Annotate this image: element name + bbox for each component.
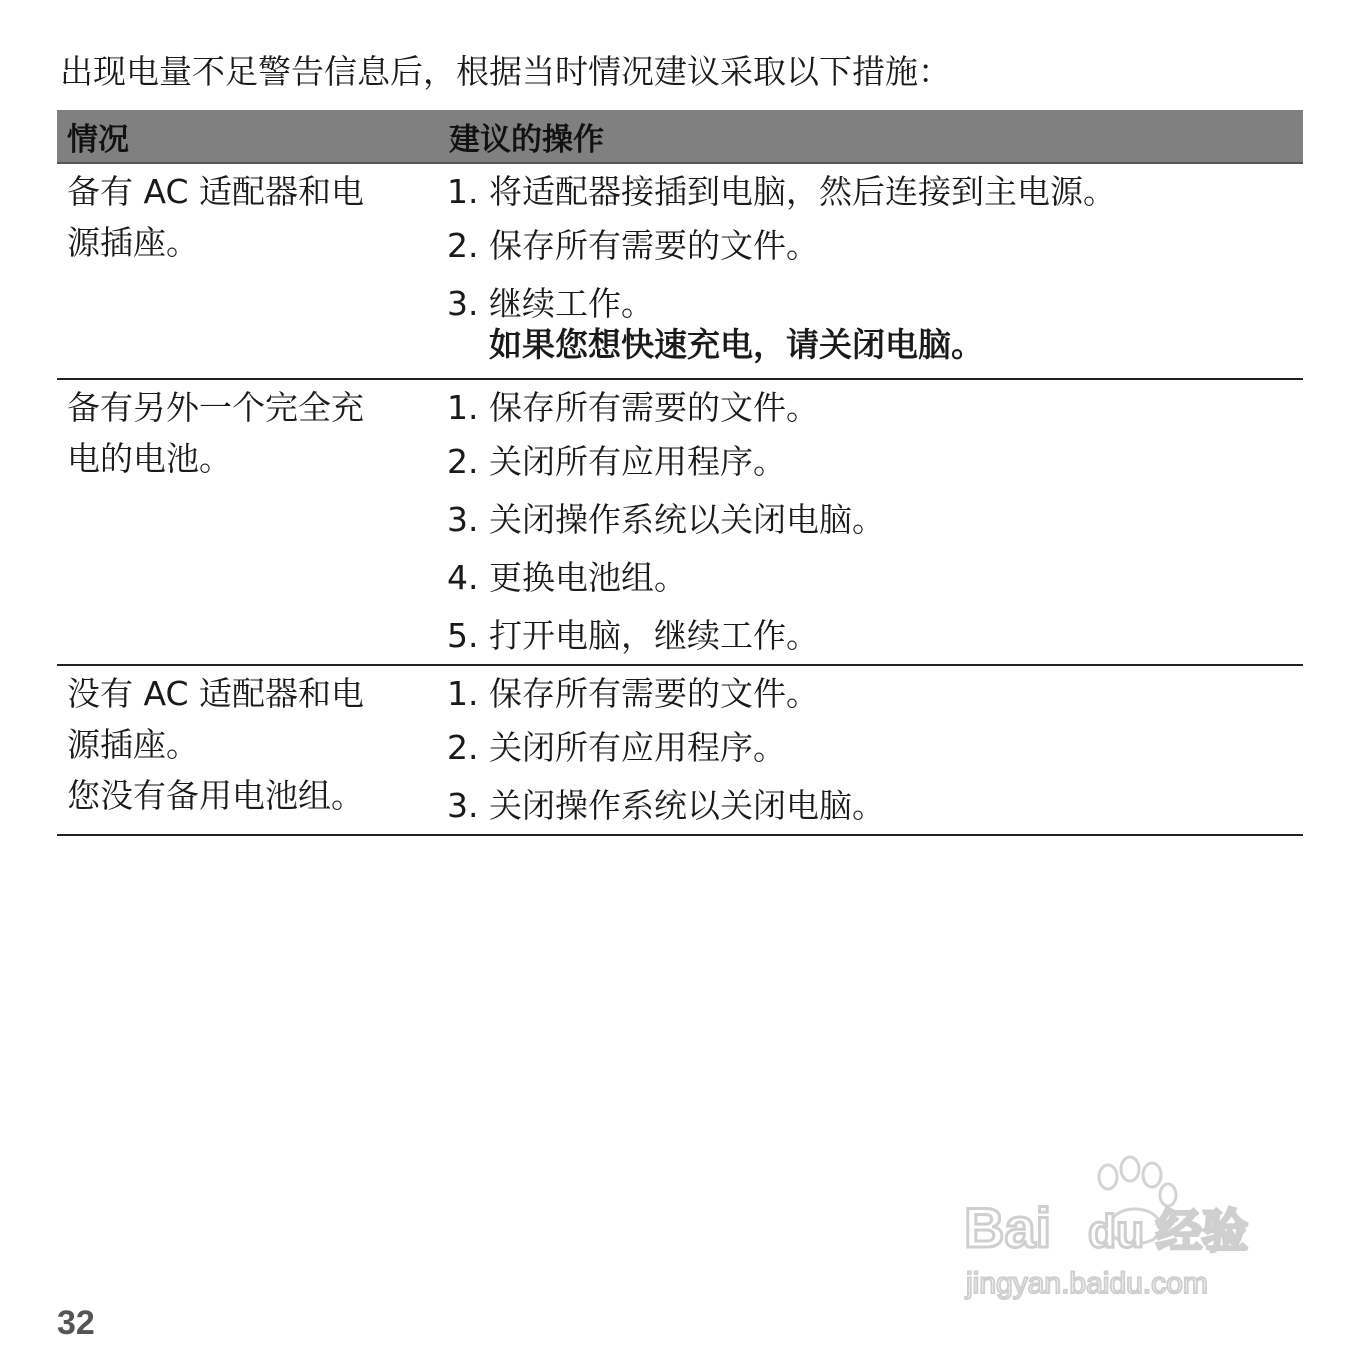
step-text: 更换电池组。 [489, 558, 687, 597]
step-text: 保存所有需要的文件。 [489, 226, 819, 265]
intro-text: 出现电量不足警告信息后，根据当时情况建议采取以下措施： [60, 52, 951, 91]
situation-line: 您没有备用电池组。 [67, 776, 364, 815]
situation-line: 电的电池。 [67, 439, 232, 478]
svg-text:经验: 经验 [1156, 1204, 1248, 1258]
svg-text:du: du [1088, 1205, 1145, 1257]
watermark-brand-text: Bai [964, 1196, 1052, 1259]
step-text: 关闭操作系统以关闭电脑。 [489, 500, 885, 539]
step-text: 关闭所有应用程序。 [489, 442, 786, 481]
step-number: 3. [447, 786, 479, 825]
baidu-jingyan-watermark [960, 1155, 1290, 1305]
low-battery-actions-table [57, 110, 1303, 836]
step-text: 保存所有需要的文件。 [489, 388, 819, 427]
situation-line: 没有 AC 适配器和电 [67, 674, 365, 713]
action-step [447, 166, 1303, 217]
watermark-url-text: jingyan.baidu.com [966, 1267, 1208, 1300]
step-number: 1. [447, 172, 479, 211]
header-situation: 情况 [67, 121, 129, 158]
step-number: 1. [447, 674, 479, 713]
step-number: 2. [447, 226, 479, 265]
action-step [447, 275, 1303, 365]
situation-cell [57, 666, 437, 834]
step-number: 3. [447, 500, 479, 539]
action-cell [437, 164, 1303, 378]
step-text: 继续工作。 [489, 284, 654, 323]
action-step [447, 217, 1303, 275]
situation-line: 备有 AC 适配器和电 [67, 172, 365, 211]
situation-cell [57, 380, 437, 664]
step-body [489, 275, 984, 365]
header-action: 建议的操作 [449, 121, 604, 158]
action-step [447, 491, 1303, 549]
action-step [447, 607, 1303, 665]
action-step [447, 668, 1303, 719]
situation-cell [57, 164, 437, 378]
page-number: 32 [57, 1304, 95, 1342]
step-number: 2. [447, 442, 479, 481]
action-step [447, 433, 1303, 491]
step-text: 关闭所有应用程序。 [489, 728, 786, 767]
step-text: 关闭操作系统以关闭电脑。 [489, 786, 885, 825]
step-note: 如果您想快速充电，请关闭电脑。 [489, 325, 984, 364]
action-cell [437, 380, 1303, 664]
step-number: 1. [447, 388, 479, 427]
action-step [447, 382, 1303, 433]
step-number: 5. [447, 616, 479, 655]
action-step [447, 777, 1303, 835]
step-number: 2. [447, 728, 479, 767]
action-step [447, 719, 1303, 777]
action-step [447, 549, 1303, 607]
step-number: 4. [447, 558, 479, 597]
step-text: 打开电脑，继续工作。 [489, 616, 819, 655]
table-row [57, 666, 1303, 836]
step-text: 将适配器接插到电脑，然后连接到主电源。 [489, 172, 1116, 211]
table-row [57, 380, 1303, 666]
situation-line: 源插座。 [67, 725, 199, 764]
situation-line: 源插座。 [67, 223, 199, 262]
table-header [57, 110, 1303, 164]
step-number: 3. [447, 284, 479, 323]
table-row [57, 164, 1303, 380]
step-text: 保存所有需要的文件。 [489, 674, 819, 713]
action-cell [437, 666, 1303, 834]
situation-line: 备有另外一个完全充 [67, 388, 364, 427]
